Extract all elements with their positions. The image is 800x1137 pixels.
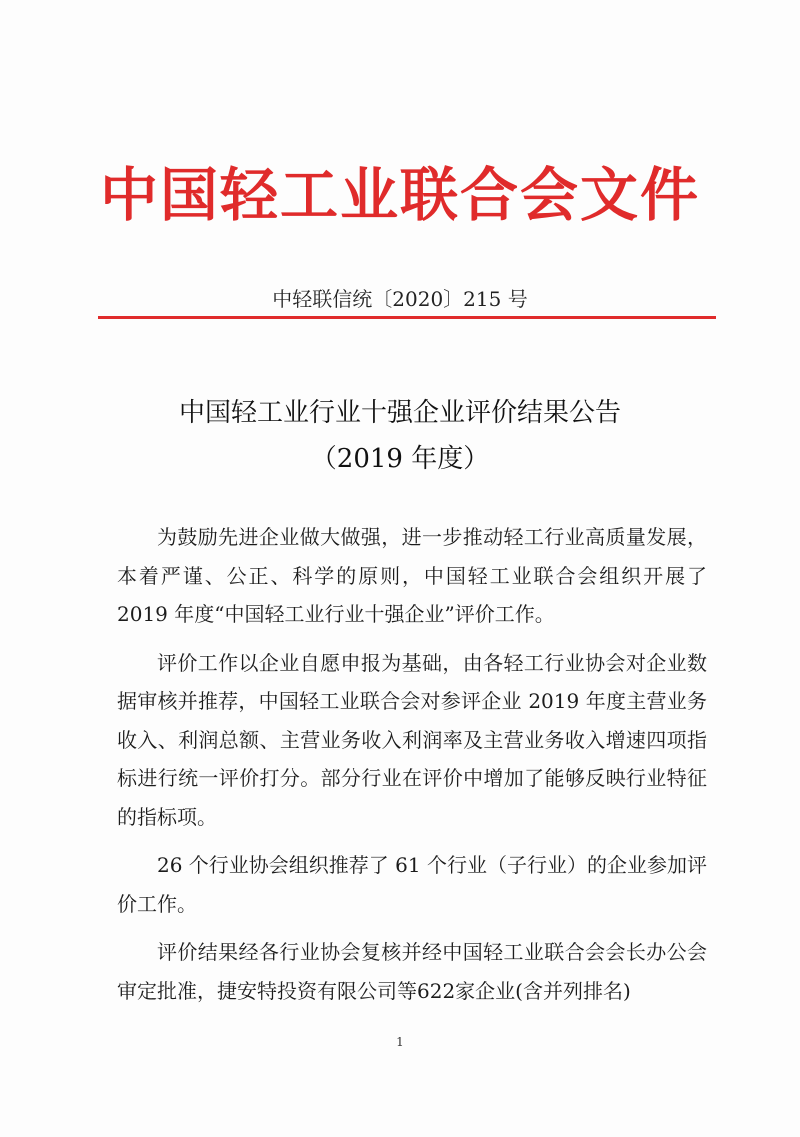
document-number: 中轻联信统〔2020〕215 号	[272, 287, 528, 311]
paragraph: 为鼓励先进企业做大做强，进一步推动轻工行业高质量发展，本着严谨、公正、科学的原则，中国轻工业联合会组织开展了 2019 年度“中国轻工业行业十强企业”评价工作。	[117, 525, 707, 626]
page-number: 1	[396, 1035, 404, 1049]
paragraph: 评价结果经各行业协会复核并经中国轻工业联合会会长办公会审定批准，捷安特投资有限公司等622家企业(含并列排名)	[117, 940, 707, 1003]
issuer-header: 中国轻工业联合会文件	[99, 161, 700, 229]
red-divider	[98, 316, 716, 319]
paragraph: 26 个行业协会组织推荐了 61 个行业（子行业）的企业参加评价工作。	[117, 853, 707, 916]
document-title	[0, 390, 800, 482]
title-main: 中国轻工业行业十强企业评价结果公告	[178, 398, 621, 428]
paragraph: 评价工作以企业自愿申报为基础，由各轻工行业协会对企业数据审核并推荐，中国轻工业联合会对参评企业 2019 年度主营业务收入、利润总额、主营业务收入利润率及主营业务收入增速四项指标进行统一评价打分。部分行业在评价中增加了能够反映行业特征的指标项。	[117, 650, 707, 829]
document-body	[117, 518, 707, 1020]
title-sub: （2019 年度）	[310, 444, 490, 474]
